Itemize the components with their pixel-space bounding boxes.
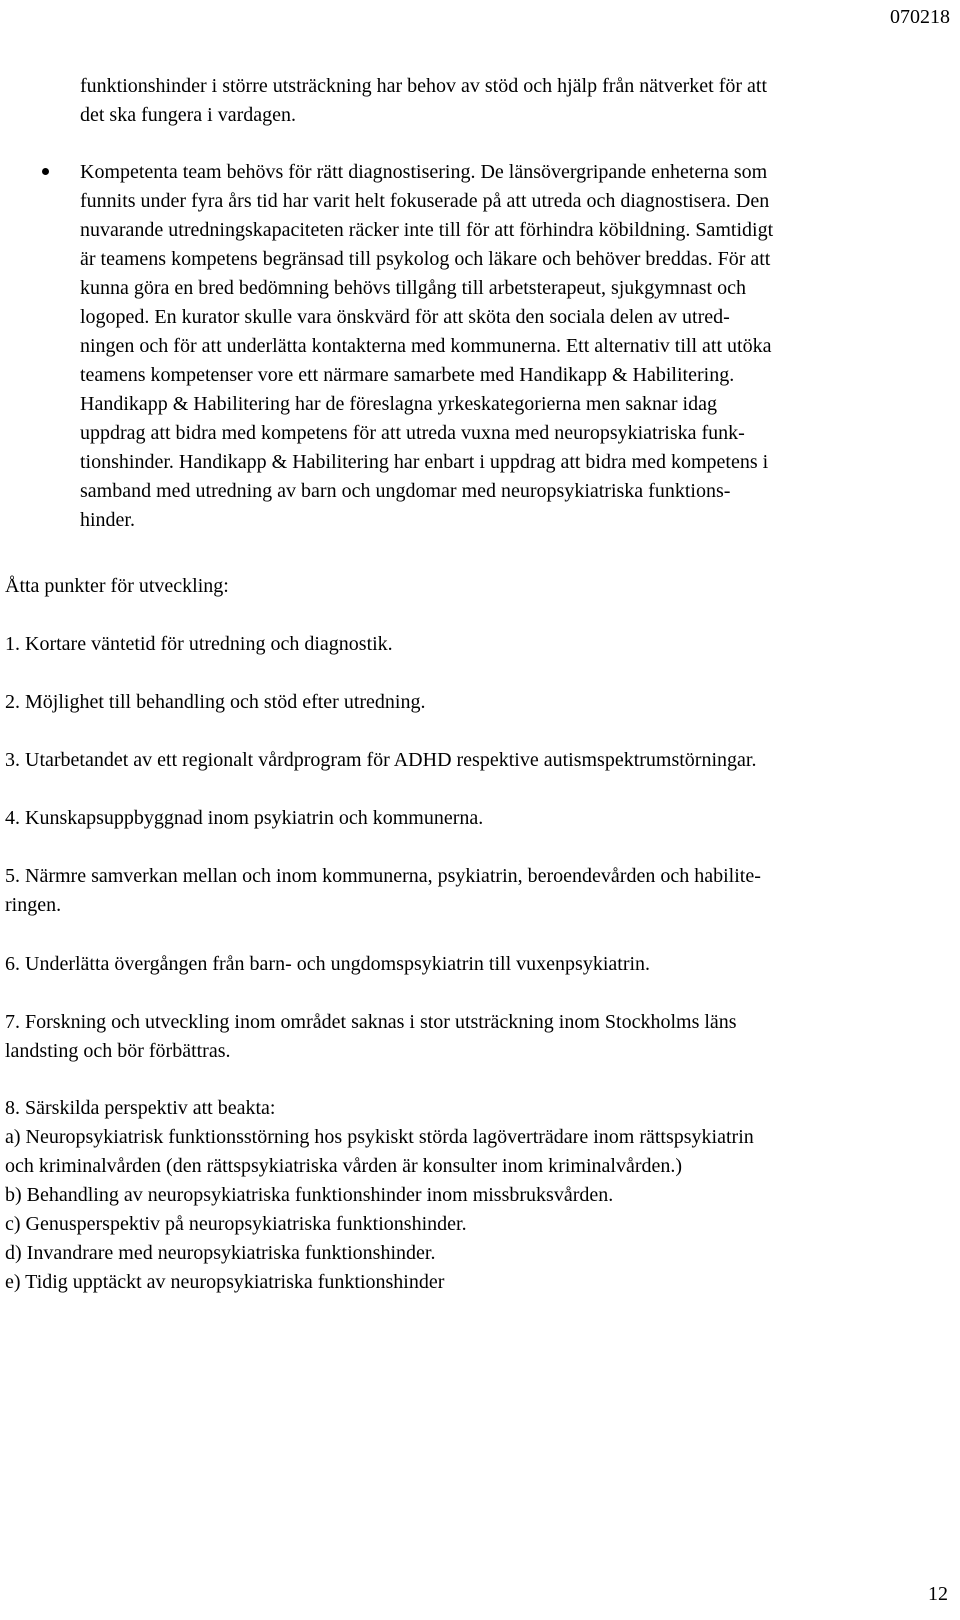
point-item: 5. Närmre samverkan mellan och inom kommunerna, psykiatrin, beroendevården och habilite- ringen. [5, 865, 761, 916]
point-item: 8. Särskilda perspektiv att beakta: [5, 1097, 276, 1119]
point-item: 4. Kunskapsuppbyggnad inom psykiatrin och kommunerna. [5, 807, 484, 829]
perspective-item: b) Behandling av neuropsykiatriska funktionshinder inom missbruksvården. [5, 1184, 614, 1206]
perspective-item: d) Invandrare med neuropsykiatriska funktionshinder. [5, 1242, 436, 1264]
point-item: 7. Forskning och utveckling inom området saknas i stor utsträckning inom Stockholms läns landsting och bör förbättras. [5, 1011, 737, 1062]
document-id: 070218 [890, 6, 950, 28]
page-number: 12 [928, 1583, 948, 1605]
perspective-item: e) Tidig upptäckt av neuropsykiatriska funktionshinder [5, 1271, 445, 1293]
point-item: 1. Kortare väntetid för utredning och diagnostik. [5, 633, 393, 655]
point-item: 3. Utarbetandet av ett regionalt vårdprogram för ADHD respektive autismspektrumstörningar. [5, 749, 757, 771]
bullet-paragraph: Kompetenta team behövs för rätt diagnostisering. De länsövergripande enheterna som funnits under fyra års tid har varit helt fokuserade på att utreda och diagnostisera. Den nuvarande utredningskapaciteten räcker inte till för att förhindra köbildning. Samtidigt är teamens kompetens begränsad till psykolog och läkare och behöver breddas. För att kunna göra en bred bedömning behövs tillgång till arbetsterapeut, sjukgymnast och logoped. En kurator skulle vara önskvärd för att sköta den sociala delen av utred- ningen och för att underlätta kontakterna med kommunerna. Ett alternativ till att utöka teamens kompetenser vore ett närmare samarbete med Handikapp & Habilitering. Handikapp & Habilitering har de föreslagna yrkeskategorierna men saknar idag uppdrag att bidra med kompetens för att utreda vuxna med neuropsykiatriska funk- tionshinder. Handikapp & Habilitering har enbart i uppdrag att bidra med kompetens i samband med utredning av barn och ungdomar med neuropsykiatriska funktions- hinder. [80, 161, 774, 531]
perspective-item: a) Neuropsykiatrisk funktionsstörning hos psykiskt störda lagöverträdare inom rättspsykiatrin och kriminalvården (den rättspsykiatriska vården är konsulter inom kriminalvården.) [5, 1126, 754, 1177]
bullet-icon [42, 168, 49, 175]
point-item: 6. Underlätta övergången från barn- och ungdomspsykiatrin till vuxenpsykiatrin. [5, 953, 651, 975]
point-item: 2. Möjlighet till behandling och stöd efter utredning. [5, 691, 426, 713]
perspective-item: c) Genusperspektiv på neuropsykiatriska funktionshinder. [5, 1213, 467, 1235]
intro-paragraph: funktionshinder i större utsträckning har behov av stöd och hjälp från nätverket för att det ska fungera i vardagen. [80, 75, 768, 126]
points-heading: Åtta punkter för utveckling: [5, 575, 229, 597]
perspective-list [5, 1123, 955, 1297]
